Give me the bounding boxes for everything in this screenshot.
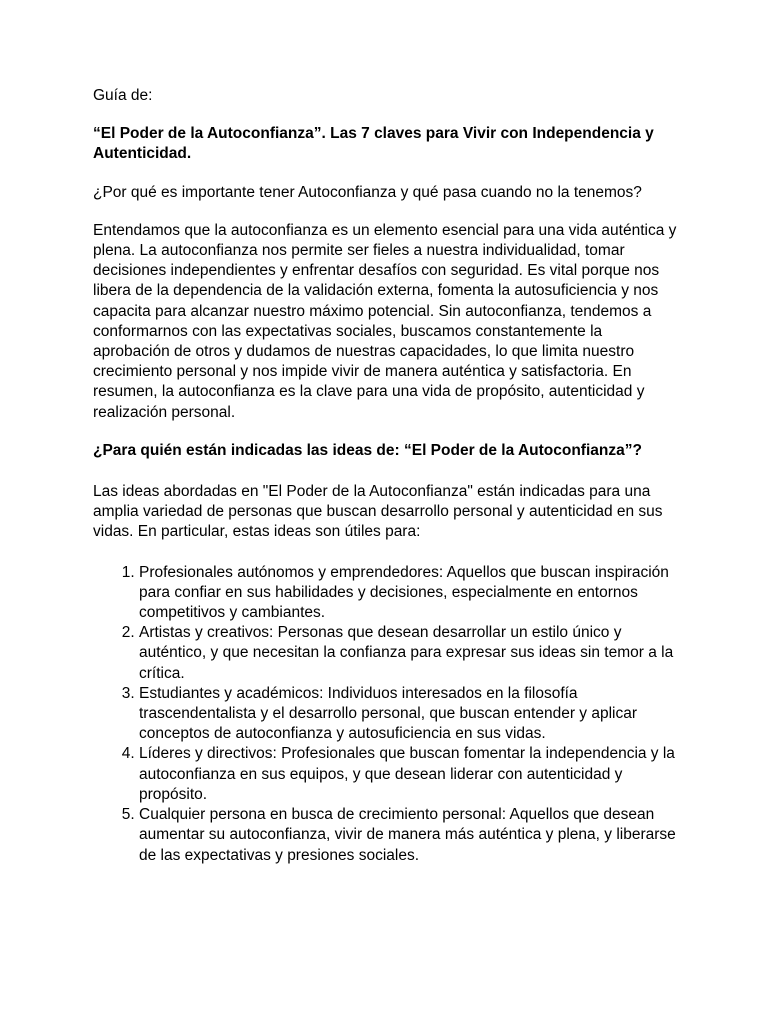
document-title: “El Poder de la Autoconfianza”. Las 7 claves para Vivir con Independencia y Autenticidad.	[93, 125, 654, 163]
document-page	[93, 86, 683, 866]
list-item: 2. Artistas y creativos: Personas que desean desarrollar un estilo único y auténtico, y que necesitan la confianza para expresar sus ideas sin temor a la crítica.	[139, 623, 683, 684]
list-item: 5. Cualquier persona en busca de crecimiento personal: Aquellos que desean aumentar su autoconfianza, vivir de manera más auténtica y plena, y liberarse de las expectativas y presiones sociales.	[139, 805, 683, 866]
list-item: 3. Estudiantes y académicos: Individuos interesados en la filosofía trascendentalista y el desarrollo personal, que buscan entender y aplicar conceptos de autoconfianza y autosuficiencia en sus vidas.	[139, 684, 683, 745]
list-item: 4. Líderes y directivos: Profesionales que buscan fomentar la independencia y la autoconfianza en sus equipos, y que desean liderar con autenticidad y propósito.	[139, 744, 683, 805]
importance-paragraph: Entendamos que la autoconfianza es un elemento esencial para una vida auténtica y plena. La autoconfianza nos permite ser fieles a nuestra individualidad, tomar decisiones independientes y enfrentar desafíos con seguridad. Es vital porque nos libera de la dependencia de la validación externa, fomenta la autosuficiencia y nos capacita para alcanzar nuestro máximo potencial. Sin autoconfianza, tendemos a conformarnos con las expectativas sociales, buscamos constantemente la aprobación de otros y dudamos de nuestras capacidades, lo que limita nuestro crecimiento personal y nos impide vivir de manera auténtica y satisfactoria. En resumen, la autoconfianza es la clave para una vida de propósito, autenticidad y realización personal.	[93, 221, 677, 421]
audience-list	[93, 563, 683, 866]
audience-intro: Las ideas abordadas en "El Poder de la Autoconfianza" están indicadas para una amplia variedad de personas que buscan desarrollo personal y autenticidad en sus vidas. En particular, estas ideas son útiles para:	[93, 483, 663, 541]
audience-heading: ¿Para quién están indicadas las ideas de: “El Poder de la Autoconfianza”?	[93, 441, 642, 459]
guide-label: Guía de:	[93, 87, 153, 104]
list-item: 1. Profesionales autónomos y emprendedores: Aquellos que buscan inspiración para confiar en sus habilidades y decisiones, especialmente en entornos competitivos y cambiantes.	[139, 563, 683, 624]
importance-question: ¿Por qué es importante tener Autoconfianza y qué pasa cuando no la tenemos?	[93, 183, 642, 201]
